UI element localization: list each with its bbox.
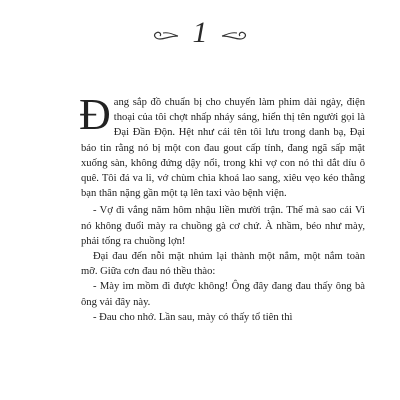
paragraph-2: - Vợ đi vắng năm hôm nhậu liền mười trận. Thế mà sao cái Vi nó không đuổi mày ra chuồng gà cơ chứ. À nhầm, béo như mày, phải tống ra chuồng lợn! xyxy=(81,205,365,247)
chapter-text xyxy=(79,90,365,325)
drop-cap: Đ xyxy=(79,90,111,139)
paragraph-1 xyxy=(79,90,365,201)
paragraph-4: - Mày im mồm đi được không! Ông đây đang đau thấy ông bà ông vải đây này. xyxy=(81,281,365,308)
paragraph-5: - Đau cho nhớ. Lần sau, mày có thấy tổ tiên thì xyxy=(93,311,293,323)
paragraph-1-text: ang sắp đồ chuẩn bị cho chuyến làm phim dài ngày, điện thoại của tôi chợt nhấp nháy sáng, hiển thị tên người gọi là Đại Đần Độn. Hệt như cái tên tôi lưu trong danh bạ, Đại báo tin rằng nó bị một con đau gout cấp tính, đang ngã sấp mặt xuống sàn, không đứng dậy nổi, trong khi vợ con nó thì dắt díu ô quê. Tôi đá va li, vớ chùm chìa khoá lao sang, xiêu vẹo kéo thằng bạn thân nặng gần một tạ lên taxi vào bệnh viện. xyxy=(81,97,365,200)
chapter-number: 1 xyxy=(192,16,208,49)
paragraph-3: Đại đau đến nỗi mặt nhúm lại thành một nắm, một nắm toàn mỡ. Giữa cơn đau nó thều thào: xyxy=(81,251,365,278)
chapter-header xyxy=(0,14,400,54)
